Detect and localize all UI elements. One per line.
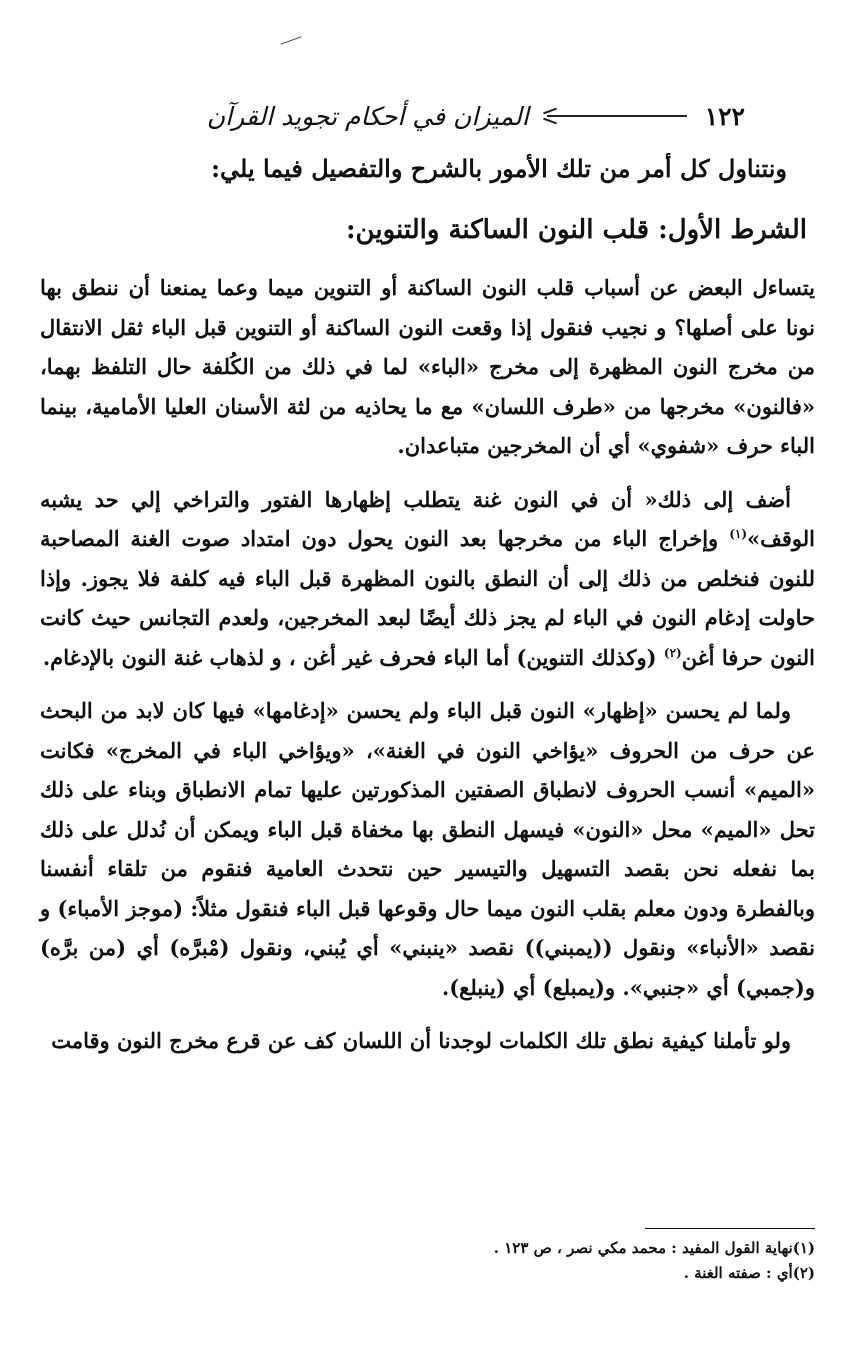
intro-line: ونتناول كل أمر من تلك الأمور بالشرح والتفصيل فيما يلي:: [211, 154, 787, 183]
paragraph: يتساءل البعض عن أسباب قلب النون الساكنة أو التنوين ميما وعما يمنعنا أن ننطق بها نونا على أصلها؟ و نجيب فنقول إذا وقعت النون الساكنة أو التنوين قبل الباء ثقل الانتقال من مخرج النون المظهرة إلى مخرج «الباء» لما في ذلك من الكُلفة حال التلفظ بهما، «فالنون» مخرجها من «طرف اللسان» مع ما يحاذيه من لثة الأسنان العليا الأمامية، بينما الباء حرف «شفوي» أي أن المخرجين متباعدان.: [40, 275, 815, 458]
footnote-ref: (٢): [663, 645, 682, 660]
section-heading: الشرط الأول: قلب النون الساكنة والتنوين:: [345, 215, 807, 245]
footnote: (٢)أي : صفته الغنة .: [683, 1264, 815, 1282]
paragraph: ولو تأملنا كيفية نطق تلك الكلمات لوجدنا أن اللسان كف عن قرع مخرج النون وقامت: [51, 1028, 791, 1053]
paragraph: ولما لم يحسن «إظهار» النون قبل الباء ولم يحسن «إدغامها» فيها كان لابد من البحث عن حرف من الحروف «يؤاخي النون في الغنة»، «ويؤاخي الباء في المخرج» فكانت «الميم» أنسب الحروف لانطباق الصفتين المذكورتين عليها تمام الانطباق وبناء على ذلك تحل «الميم» محل «النون» فيسهل النطق بها مخفاة قبل الباء ويمكن أن نُدلل على ذلك بما نفعله نحن بقصد التسهيل والتيسير حين نتحدث العامية فنقوم من تلقاء أنفسنا وبالفطرة ودون معلم بقلب النون ميما حال وقوعها قبل الباء فنقول مثلاً: (موجز الأمباء) و نقصد «الأنباء» ونقول ((يمبني)) نقصد «ينبني» أي يُبني، ونقول (مْبرَّه) أي (من برَّه) و(جمبي) أي «جنبي». و(يمبلع) أي (ينبلع).: [40, 698, 815, 1000]
stray-pen-mark: [280, 36, 301, 44]
header-ornament-line: [547, 115, 687, 117]
running-header: [110, 98, 745, 134]
body-text: [40, 268, 815, 1075]
footnote: (١)نهاية القول المفيد : محمد مكي نصر ، ص ١٢٣ .: [493, 1239, 815, 1257]
page-number: ١٢٢: [704, 101, 745, 131]
footnote-divider: [645, 1228, 815, 1229]
footnotes: [40, 1236, 815, 1286]
footnote-ref: (١): [729, 527, 748, 541]
document-page: [40, 0, 815, 1351]
book-title: الميزان في أحكام تجويد القرآن: [206, 101, 529, 131]
paragraph: أضف إلى ذلك« أن في النون غنة يتطلب إظهارها الفتور والتراخي إلي حد يشبه الوقف»$^{(١)}$ وإخراج الباء من مخرجها بعد النون يحول دون امتداد صوت الغنة المصاحبة للنون فنخلص من ذلك إلى أن النطق بالنون المظهرة قبل الباء فيه كلفة فلا يجوز. وإذا حاولت إدغام النون في الباء لم يجز ذلك أيضًا لبعد المخرجين، ولعدم التجانس حيث كانت النون حرفا أغن$^{(٢)}$ (وكذلك التنوين) أما الباء فحرف غير أغن ، و لذهاب غنة النون بالإدغام.: [40, 486, 816, 670]
